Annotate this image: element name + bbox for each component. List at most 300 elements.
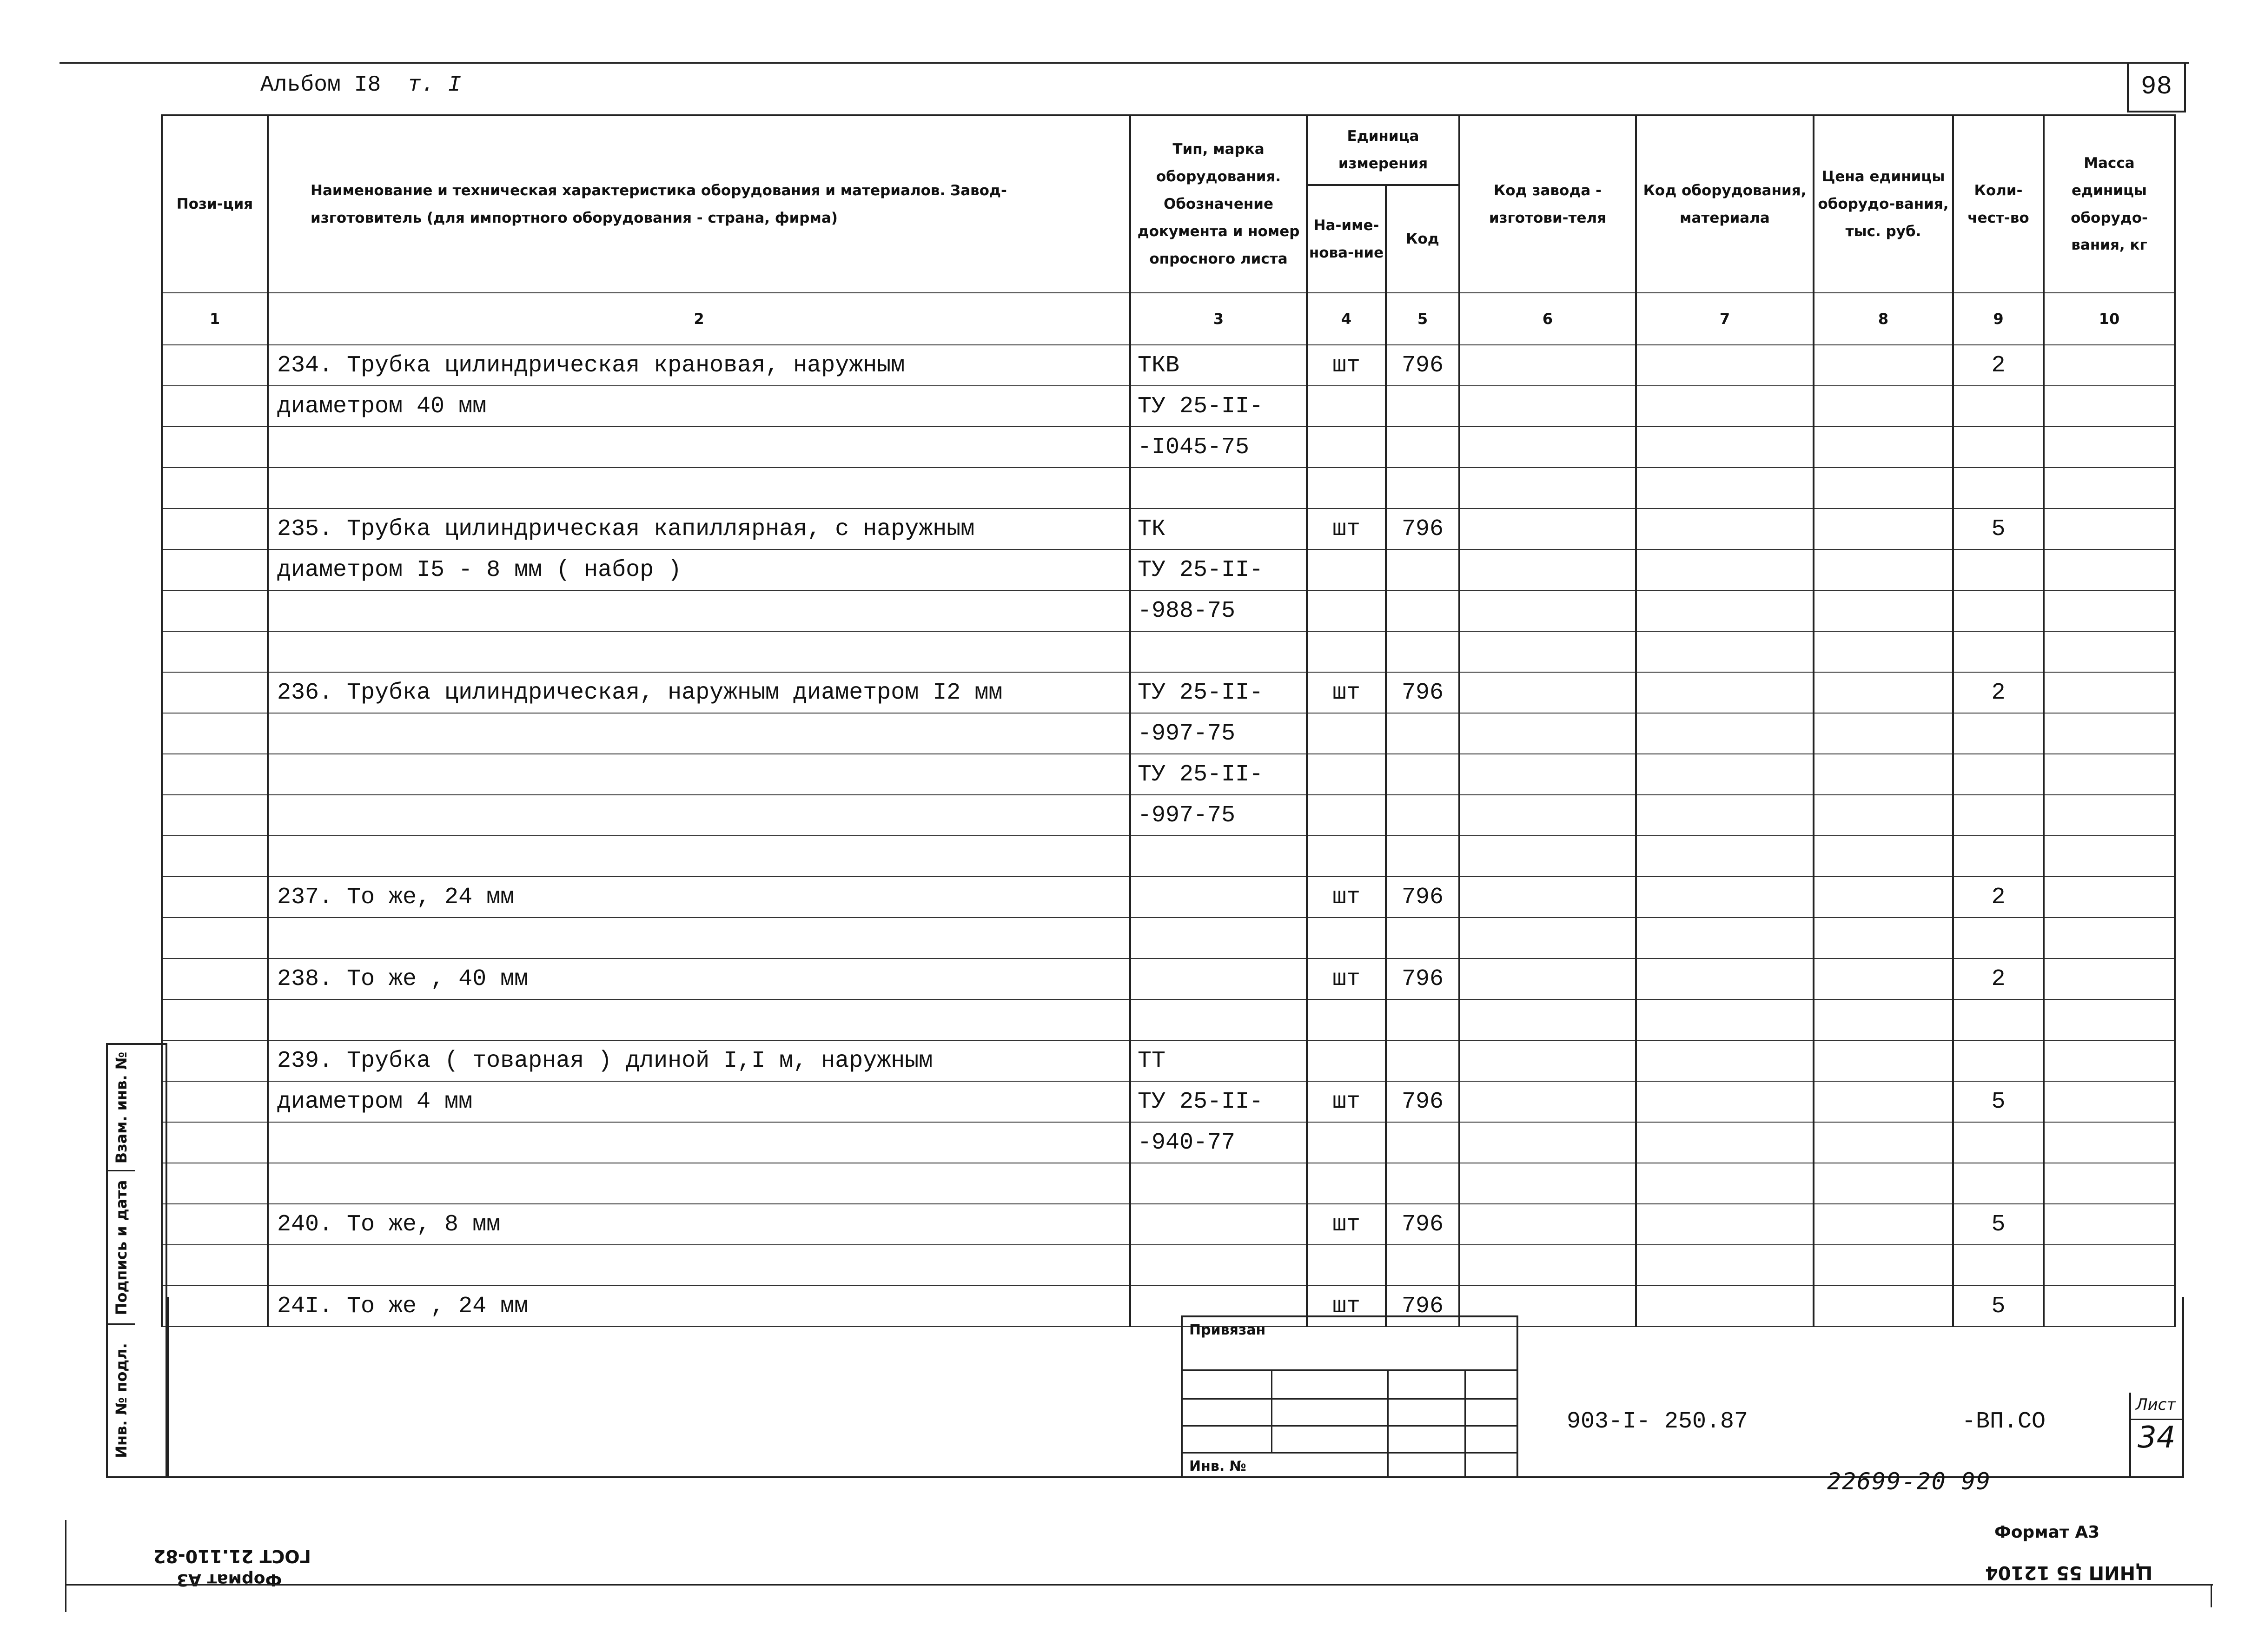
quantity-cell	[1953, 836, 2044, 877]
maker-code-cell	[1459, 836, 1636, 877]
name-cell	[268, 427, 1130, 468]
equipment-code-cell	[1636, 1122, 1814, 1163]
table-row	[162, 468, 2175, 509]
inventory-number: 22699-20 99	[1827, 1468, 1992, 1495]
price-cell	[1814, 836, 1953, 877]
unit-code-cell	[1386, 1122, 1459, 1163]
side-label: Инв. № подл.	[113, 1343, 130, 1458]
sheet-box	[2129, 1393, 2184, 1478]
maker-code-cell	[1459, 672, 1636, 713]
unit-code-cell	[1386, 836, 1459, 877]
type-cell	[1130, 468, 1307, 509]
type-cell	[1130, 1245, 1307, 1286]
unit-code-cell	[1386, 713, 1459, 754]
header-mass: Масса единицы оборудо-вания, кг	[2044, 115, 2175, 293]
stamp-line	[1464, 1369, 1466, 1478]
quantity-cell	[1953, 1163, 2044, 1204]
album-label	[260, 73, 461, 98]
unit-code-cell	[1386, 427, 1459, 468]
stamp-line	[1183, 1425, 1516, 1427]
unit-cell: шт	[1307, 877, 1386, 918]
table-row	[162, 713, 2175, 754]
format-label: Формат А3	[1994, 1523, 2100, 1542]
maker-code-cell	[1459, 958, 1636, 999]
column-number: 4	[1307, 293, 1386, 345]
unit-cell	[1307, 713, 1386, 754]
side-label: Подпись и дата	[113, 1180, 130, 1315]
side-stamp-strip	[106, 1043, 167, 1478]
maker-code-cell	[1459, 1204, 1636, 1245]
name-cell	[268, 590, 1130, 631]
mass-cell	[2044, 1122, 2175, 1163]
type-cell: -I045-75	[1130, 427, 1307, 468]
mass-cell	[2044, 999, 2175, 1040]
position-cell	[162, 386, 268, 427]
table-row	[162, 672, 2175, 713]
position-cell	[162, 590, 268, 631]
unit-cell	[1307, 427, 1386, 468]
quantity-cell	[1953, 468, 2044, 509]
type-cell: ТУ 25-II-	[1130, 1081, 1307, 1122]
type-cell	[1130, 999, 1307, 1040]
position-cell	[162, 549, 268, 590]
header-equipment-code: Код оборудования, материала	[1636, 115, 1814, 293]
unit-code-cell: 796	[1386, 958, 1459, 999]
unit-cell	[1307, 795, 1386, 836]
maker-code-cell	[1459, 631, 1636, 672]
price-cell	[1814, 1081, 1953, 1122]
maker-code-cell	[1459, 1040, 1636, 1081]
page-number: 98	[2127, 62, 2186, 112]
table-row	[162, 345, 2175, 386]
name-cell	[268, 999, 1130, 1040]
mass-cell	[2044, 754, 2175, 795]
name-cell	[268, 795, 1130, 836]
quantity-cell	[1953, 754, 2044, 795]
name-cell	[268, 1245, 1130, 1286]
mass-cell	[2044, 795, 2175, 836]
stamp-title: Привязан	[1189, 1322, 1266, 1338]
equipment-code-cell	[1636, 672, 1814, 713]
name-cell: 24I. То же , 24 мм	[268, 1286, 1130, 1327]
table-row	[162, 754, 2175, 795]
type-cell	[1130, 1163, 1307, 1204]
header-name: Наименование и техническая характеристика оборудования и материалов. Завод-изготовитель (для импортного оборудования - страна, фирма)	[268, 115, 1130, 293]
name-cell	[268, 1163, 1130, 1204]
name-cell: диаметром 4 мм	[268, 1081, 1130, 1122]
price-cell	[1814, 999, 1953, 1040]
side-cell-signature-date	[108, 1171, 135, 1325]
table-row	[162, 1081, 2175, 1122]
unit-cell	[1307, 468, 1386, 509]
equipment-code-cell	[1636, 590, 1814, 631]
name-cell: 234. Трубка цилиндрическая крановая, наружным	[268, 345, 1130, 386]
position-cell	[162, 713, 268, 754]
equipment-code-cell	[1636, 754, 1814, 795]
mass-cell	[2044, 836, 2175, 877]
table-row	[162, 836, 2175, 877]
position-cell	[162, 468, 268, 509]
name-cell	[268, 468, 1130, 509]
unit-cell	[1307, 590, 1386, 631]
quantity-cell	[1953, 590, 2044, 631]
name-cell: 238. То же , 40 мм	[268, 958, 1130, 999]
quantity-cell	[1953, 631, 2044, 672]
unit-code-cell	[1386, 918, 1459, 958]
unit-code-cell	[1386, 631, 1459, 672]
maker-code-cell	[1459, 386, 1636, 427]
position-cell	[162, 427, 268, 468]
table-row	[162, 1204, 2175, 1245]
price-cell	[1814, 468, 1953, 509]
price-cell	[1814, 754, 1953, 795]
position-cell	[162, 1163, 268, 1204]
price-cell	[1814, 631, 1953, 672]
type-cell	[1130, 836, 1307, 877]
name-cell: 240. То же, 8 мм	[268, 1204, 1130, 1245]
position-cell	[162, 999, 268, 1040]
side-cell-replaced-inv	[108, 1045, 135, 1171]
equipment-code-cell	[1636, 836, 1814, 877]
print-code: ЦНИП 55 12104	[1985, 1562, 2153, 1583]
mass-cell	[2044, 1204, 2175, 1245]
type-cell: ТУ 25-II-	[1130, 549, 1307, 590]
table-row	[162, 549, 2175, 590]
quantity-cell: 2	[1953, 877, 2044, 918]
position-cell	[162, 631, 268, 672]
column-number: 8	[1814, 293, 1953, 345]
position-cell	[162, 1204, 268, 1245]
equipment-code-cell	[1636, 509, 1814, 549]
mass-cell	[2044, 509, 2175, 549]
position-cell	[162, 877, 268, 918]
position-cell	[162, 1040, 268, 1081]
mass-cell	[2044, 918, 2175, 958]
header-price: Цена единицы оборудо-вания, тыс. руб.	[1814, 115, 1953, 293]
type-cell	[1130, 918, 1307, 958]
table-row	[162, 427, 2175, 468]
column-number: 10	[2044, 293, 2175, 345]
table-row	[162, 958, 2175, 999]
quantity-cell	[1953, 918, 2044, 958]
mass-cell	[2044, 590, 2175, 631]
position-cell	[162, 795, 268, 836]
position-cell	[162, 672, 268, 713]
type-cell: ТУ 25-II-	[1130, 386, 1307, 427]
unit-cell	[1307, 386, 1386, 427]
table-row	[162, 918, 2175, 958]
unit-code-cell: 796	[1386, 509, 1459, 549]
price-cell	[1814, 345, 1953, 386]
name-cell: 235. Трубка цилиндрическая капиллярная, с наружным	[268, 509, 1130, 549]
table-row	[162, 877, 2175, 918]
column-number: 3	[1130, 293, 1307, 345]
maker-code-cell	[1459, 877, 1636, 918]
type-cell	[1130, 958, 1307, 999]
column-number: 5	[1386, 293, 1459, 345]
binding-stamp	[1181, 1315, 1518, 1478]
position-cell	[162, 345, 268, 386]
position-cell	[162, 1081, 268, 1122]
unit-cell: шт	[1307, 672, 1386, 713]
mass-cell	[2044, 549, 2175, 590]
unit-code-cell: 796	[1386, 1204, 1459, 1245]
trim-line	[65, 1584, 2213, 1586]
inv-label: Инв. №	[1189, 1458, 1246, 1474]
price-cell	[1814, 1163, 1953, 1204]
price-cell	[1814, 795, 1953, 836]
quantity-cell	[1953, 1245, 2044, 1286]
type-cell	[1130, 1204, 1307, 1245]
unit-code-cell: 796	[1386, 672, 1459, 713]
quantity-cell	[1953, 1040, 2044, 1081]
header-unit-name: На-име-нова-ние	[1307, 185, 1386, 293]
name-cell	[268, 713, 1130, 754]
mass-cell	[2044, 631, 2175, 672]
quantity-cell: 5	[1953, 1081, 2044, 1122]
name-cell	[268, 1122, 1130, 1163]
equipment-code-cell	[1636, 713, 1814, 754]
equipment-code-cell	[1636, 999, 1814, 1040]
name-cell: диаметром I5 - 8 мм ( набор )	[268, 549, 1130, 590]
stamp-line	[1183, 1452, 1516, 1454]
equipment-code-cell	[1636, 958, 1814, 999]
quantity-cell: 5	[1953, 509, 2044, 549]
type-cell: -997-75	[1130, 795, 1307, 836]
price-cell	[1814, 509, 1953, 549]
stamp-line	[1387, 1369, 1389, 1478]
quantity-cell: 5	[1953, 1286, 2044, 1327]
equipment-code-cell	[1636, 918, 1814, 958]
type-cell: ТУ 25-II-	[1130, 672, 1307, 713]
sheet-label: Лист	[2136, 1395, 2176, 1414]
position-cell	[162, 918, 268, 958]
name-cell: 239. Трубка ( товарная ) длиной I,I м, наружным	[268, 1040, 1130, 1081]
stamp-line	[1183, 1369, 1516, 1371]
header-maker-code: Код завода - изготови-теля	[1459, 115, 1636, 293]
unit-cell	[1307, 754, 1386, 795]
document-code: 903-I- 250.87	[1567, 1408, 1748, 1435]
gost-label: ГОСТ 21.110-82	[153, 1546, 311, 1566]
table-row	[162, 795, 2175, 836]
position-cell	[162, 836, 268, 877]
unit-cell	[1307, 1040, 1386, 1081]
unit-cell	[1307, 631, 1386, 672]
unit-cell: шт	[1307, 1204, 1386, 1245]
type-cell	[1130, 877, 1307, 918]
quantity-cell	[1953, 549, 2044, 590]
table-row	[162, 999, 2175, 1040]
frame-tick	[65, 1520, 66, 1585]
quantity-cell	[1953, 427, 2044, 468]
equipment-code-cell	[1636, 631, 1814, 672]
position-cell	[162, 1122, 268, 1163]
type-cell: ТУ 25-II-	[1130, 754, 1307, 795]
format-label-mirrored: Формат А3	[177, 1570, 282, 1589]
mass-cell	[2044, 468, 2175, 509]
unit-code-cell: 796	[1386, 1081, 1459, 1122]
name-cell: диаметром 40 мм	[268, 386, 1130, 427]
header-type: Тип, марка оборудования. Обозначение документа и номер опросного листа	[1130, 115, 1307, 293]
type-cell: -940-77	[1130, 1122, 1307, 1163]
unit-cell: шт	[1307, 1286, 1386, 1327]
unit-cell	[1307, 1245, 1386, 1286]
maker-code-cell	[1459, 918, 1636, 958]
price-cell	[1814, 1122, 1953, 1163]
name-cell	[268, 918, 1130, 958]
price-cell	[1814, 918, 1953, 958]
name-cell	[268, 836, 1130, 877]
mass-cell	[2044, 713, 2175, 754]
side-cell-original-inv	[108, 1325, 135, 1476]
mass-cell	[2044, 672, 2175, 713]
maker-code-cell	[1459, 590, 1636, 631]
quantity-cell: 2	[1953, 958, 2044, 999]
position-cell	[162, 754, 268, 795]
equipment-code-cell	[1636, 386, 1814, 427]
unit-code-cell	[1386, 1163, 1459, 1204]
header-unit-code: Код	[1386, 185, 1459, 293]
maker-code-cell	[1459, 1245, 1636, 1286]
equipment-code-cell	[1636, 427, 1814, 468]
mass-cell	[2044, 877, 2175, 918]
equipment-code-cell	[1636, 1081, 1814, 1122]
table-row	[162, 1245, 2175, 1286]
trim-tick	[2211, 1584, 2212, 1607]
unit-cell	[1307, 1122, 1386, 1163]
type-cell: ТКВ	[1130, 345, 1307, 386]
spec-table	[161, 114, 2176, 1327]
price-cell	[1814, 549, 1953, 590]
name-cell	[268, 754, 1130, 795]
sheet-number: 34	[2138, 1421, 2176, 1455]
price-cell	[1814, 590, 1953, 631]
unit-code-cell: 796	[1386, 1286, 1459, 1327]
maker-code-cell	[1459, 754, 1636, 795]
column-number: 2	[268, 293, 1130, 345]
price-cell	[1814, 1245, 1953, 1286]
table-row	[162, 590, 2175, 631]
column-number: 6	[1459, 293, 1636, 345]
price-cell	[1814, 1040, 1953, 1081]
quantity-cell	[1953, 795, 2044, 836]
equipment-code-cell	[1636, 345, 1814, 386]
table-row	[162, 1122, 2175, 1163]
type-cell	[1130, 631, 1307, 672]
equipment-code-cell	[1636, 468, 1814, 509]
name-cell: 237. То же, 24 мм	[268, 877, 1130, 918]
mass-cell	[2044, 427, 2175, 468]
mass-cell	[2044, 1163, 2175, 1204]
stamp-line	[1183, 1398, 1516, 1400]
unit-cell	[1307, 999, 1386, 1040]
name-cell	[268, 631, 1130, 672]
unit-code-cell	[1386, 795, 1459, 836]
quantity-cell: 5	[1953, 1204, 2044, 1245]
table-row	[162, 1040, 2175, 1081]
unit-code-cell	[1386, 468, 1459, 509]
quantity-cell	[1953, 1122, 2044, 1163]
sheet-separator	[2131, 1419, 2184, 1420]
table-row	[162, 509, 2175, 549]
maker-code-cell	[1459, 345, 1636, 386]
price-cell	[1814, 427, 1953, 468]
album-name: Альбом I8	[260, 73, 381, 98]
type-cell: -997-75	[1130, 713, 1307, 754]
equipment-code-cell	[1636, 1040, 1814, 1081]
quantity-cell	[1953, 386, 2044, 427]
table-row	[162, 1163, 2175, 1204]
price-cell	[1814, 713, 1953, 754]
column-number: 1	[162, 293, 268, 345]
unit-code-cell	[1386, 549, 1459, 590]
mass-cell	[2044, 345, 2175, 386]
position-cell	[162, 1245, 268, 1286]
unit-cell	[1307, 1163, 1386, 1204]
quantity-cell: 2	[1953, 345, 2044, 386]
stamp-line	[1271, 1369, 1272, 1452]
column-number: 7	[1636, 293, 1814, 345]
price-cell	[1814, 958, 1953, 999]
name-cell: 236. Трубка цилиндрическая, наружным диаметром I2 мм	[268, 672, 1130, 713]
quantity-cell: 2	[1953, 672, 2044, 713]
maker-code-cell	[1459, 509, 1636, 549]
maker-code-cell	[1459, 549, 1636, 590]
unit-code-cell: 796	[1386, 345, 1459, 386]
unit-code-cell	[1386, 1040, 1459, 1081]
unit-cell: шт	[1307, 1081, 1386, 1122]
type-cell: -988-75	[1130, 590, 1307, 631]
header-position: Пози-ция	[162, 115, 268, 293]
table-row	[162, 631, 2175, 672]
unit-code-cell: 796	[1386, 877, 1459, 918]
quantity-cell	[1953, 999, 2044, 1040]
mass-cell	[2044, 386, 2175, 427]
document-suffix: -ВП.СО	[1962, 1408, 2046, 1435]
volume-label: т. I	[407, 73, 462, 98]
price-cell	[1814, 877, 1953, 918]
price-cell	[1814, 672, 1953, 713]
maker-code-cell	[1459, 1163, 1636, 1204]
column-numbers-row	[162, 293, 2175, 345]
unit-cell	[1307, 836, 1386, 877]
bottom-band	[167, 1297, 2184, 1478]
trim-tick	[65, 1584, 66, 1612]
table-row	[162, 386, 2175, 427]
unit-code-cell	[1386, 590, 1459, 631]
unit-cell: шт	[1307, 345, 1386, 386]
equipment-code-cell	[1636, 549, 1814, 590]
unit-cell: шт	[1307, 958, 1386, 999]
position-cell	[162, 958, 268, 999]
maker-code-cell	[1459, 1122, 1636, 1163]
position-cell	[162, 509, 268, 549]
unit-code-cell	[1386, 754, 1459, 795]
equipment-code-cell	[1636, 1204, 1814, 1245]
price-cell	[1814, 386, 1953, 427]
mass-cell	[2044, 1040, 2175, 1081]
equipment-code-cell	[1636, 795, 1814, 836]
column-number: 9	[1953, 293, 2044, 345]
maker-code-cell	[1459, 713, 1636, 754]
maker-code-cell	[1459, 999, 1636, 1040]
mass-cell	[2044, 1245, 2175, 1286]
equipment-code-cell	[1636, 1245, 1814, 1286]
quantity-cell	[1953, 713, 2044, 754]
type-cell: ТТ	[1130, 1040, 1307, 1081]
price-cell	[1814, 1204, 1953, 1245]
equipment-code-cell	[1636, 877, 1814, 918]
